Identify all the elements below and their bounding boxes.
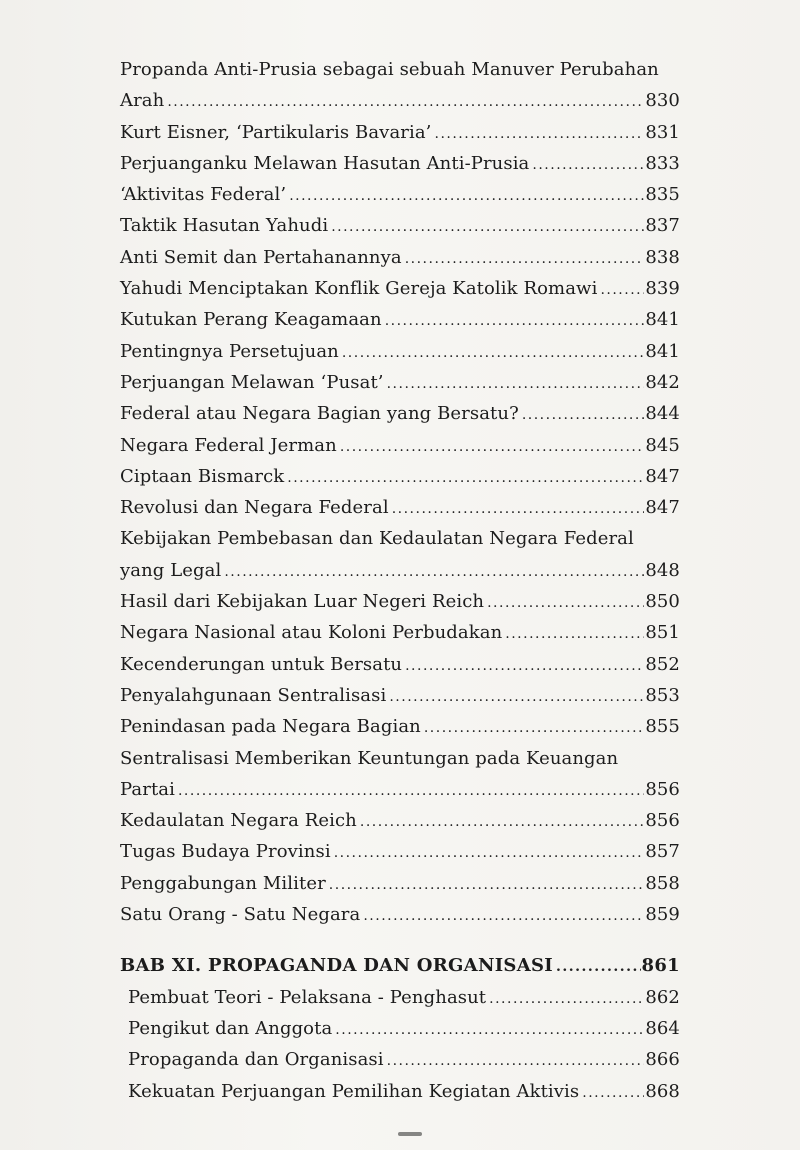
section-gap [120,930,680,950]
toc-page-number: 857 [645,841,680,863]
toc-entry-title: Pembuat Teori - Pelaksana - Penghasut [128,986,487,1008]
toc-entry [120,1044,680,1075]
toc-entry-title: Anti Semit dan Pertahanannya [120,246,402,268]
toc-page-number: 858 [645,872,680,894]
toc-entry [120,210,680,241]
leader-dots [360,807,644,838]
toc-page-number: 831 [645,121,680,143]
leader-dots [385,306,645,337]
toc-page-number: 847 [645,497,680,519]
toc-entry-title: Kedaulatan Negara Reich [120,810,357,832]
toc-entry [120,868,680,899]
toc-entry-title: Kebijakan Pembebasan dan Kedaulatan Negara Federal [120,528,634,550]
leader-dots [556,952,641,983]
toc-entry-title: Perjuanganku Melawan Hasutan Anti-Prusia [120,152,530,174]
leader-dots [392,494,645,525]
toc-entry [120,54,680,117]
toc-entry [120,304,680,335]
toc-entry-title: Sentralisasi Memberikan Keuntungan pada Keuangan [120,747,619,769]
leader-dots [435,119,645,150]
toc-page-number: 851 [645,622,680,644]
toc-entry-title: Kutukan Perang Keagamaan [120,309,382,331]
leader-dots [532,150,644,181]
toc-page-number: 835 [645,184,680,206]
toc-entry [120,680,680,711]
toc-entry-title: Kecenderungan untuk Bersatu [120,653,403,675]
toc-page-number: 848 [645,559,680,581]
table-of-contents [120,54,680,1107]
toc-page-number: 838 [645,246,680,268]
toc-page-number: 856 [645,778,680,800]
toc-entry-title: Revolusi dan Negara Federal [120,497,389,519]
leader-dots [387,369,645,400]
toc-entry [120,148,680,179]
toc-entry [120,523,680,586]
toc-entry-title: Yahudi Menciptakan Konflik Gereja Katolik Romawi [120,278,598,300]
toc-entry-title: Federal atau Negara Bagian yang Bersatu? [120,403,519,425]
leader-dots [167,87,644,118]
toc-page-number: 853 [645,684,680,706]
toc-entry [120,1013,680,1044]
toc-page-number: 842 [645,371,680,393]
toc-entry [120,836,680,867]
page-footer-mark [398,1132,422,1136]
leader-dots [600,275,644,306]
toc-page-number: 859 [645,904,680,926]
toc-entry [120,805,680,836]
toc-entry-title: Propaganda dan Organisasi [128,1049,384,1071]
toc-page-number: 866 [645,1049,680,1071]
chapter-title: BAB XI. PROPAGANDA DAN ORGANISASI [120,955,554,977]
toc-page-number: 833 [645,152,680,174]
toc-entry-title: ‘Aktivitas Federal’ [120,184,287,206]
toc-entry [120,117,680,148]
toc-page-number: 841 [645,340,680,362]
toc-page-number: 839 [645,278,680,300]
leader-dots [505,619,644,650]
toc-entry-title: Pengikut dan Anggota [128,1017,333,1039]
toc-entry [120,273,680,304]
leader-dots [405,244,645,275]
toc-entry [120,586,680,617]
toc-entry-title: Pentingnya Persetujuan [120,340,339,362]
toc-entry-title: Perjuangan Melawan ‘Pusat’ [120,371,384,393]
toc-entry [120,461,680,492]
toc-page-number: 844 [645,403,680,425]
toc-page-number: 847 [645,465,680,487]
leader-dots [335,1015,644,1046]
toc-entry [120,617,680,648]
leader-dots [405,651,644,682]
leader-dots [582,1078,644,1109]
toc-entry-title-continued: yang Legal [120,559,222,581]
leader-dots [342,338,644,369]
toc-page-number: 850 [645,591,680,613]
toc-entry-title: Taktik Hasutan Yahudi [120,215,329,237]
toc-entry-title: Negara Federal Jerman [120,434,337,456]
leader-dots [387,1046,645,1077]
leader-dots [178,776,644,807]
leader-dots [331,212,644,243]
toc-entry-title-continued: Arah [120,90,165,112]
toc-page-number: 845 [645,434,680,456]
toc-entry [120,242,680,273]
toc-entry [120,982,680,1013]
toc-page-number: 864 [645,1017,680,1039]
toc-entry-title: Penindasan pada Negara Bagian [120,716,421,738]
toc-entry-title: Kurt Eisner, ‘Partikularis Bavaria’ [120,121,432,143]
toc-entry-title: Propanda Anti-Prusia sebagai sebuah Manuver Perubahan [120,59,659,80]
toc-entry-title: Penyalahgunaan Sentralisasi [120,684,387,706]
toc-entry [120,743,680,806]
toc-entry [120,336,680,367]
toc-page-number: 862 [645,986,680,1008]
leader-dots [289,181,644,212]
leader-dots [522,400,645,431]
toc-page-number: 841 [645,309,680,331]
leader-dots [389,682,644,713]
toc-page-number: 855 [645,716,680,738]
leader-dots [424,713,644,744]
leader-dots [489,984,644,1015]
leader-dots [340,432,645,463]
toc-entry [120,179,680,210]
toc-entry [120,649,680,680]
toc-entry-title: Kekuatan Perjuangan Pemilihan Kegiatan Aktivis [128,1080,580,1102]
toc-entry [120,398,680,429]
toc-page-number: 837 [645,215,680,237]
toc-entry-title-continued: Partai [120,778,175,800]
toc-page-number: 830 [645,90,680,112]
toc-entry [120,492,680,523]
toc-entry-title: Ciptaan Bismarck [120,465,285,487]
leader-dots [487,588,644,619]
toc-entry [120,367,680,398]
leader-dots [287,463,644,494]
toc-page-number: 856 [645,810,680,832]
toc-entry [120,1076,680,1107]
toc-entry [120,711,680,742]
toc-entry [120,430,680,461]
leader-dots [334,838,645,869]
leader-dots [329,870,645,901]
toc-entry-title: Satu Orang - Satu Negara [120,904,361,926]
chapter-heading [120,950,680,981]
chapter-page-number: 861 [641,955,680,977]
toc-page-number: 852 [645,653,680,675]
leader-dots [363,901,644,932]
toc-entry-title: Tugas Budaya Provinsi [120,841,331,863]
toc-entry-title: Negara Nasional atau Koloni Perbudakan [120,622,503,644]
toc-entry-title: Hasil dari Kebijakan Luar Negeri Reich [120,591,485,613]
toc-entry [120,899,680,930]
leader-dots [224,557,644,588]
toc-page-number: 868 [645,1080,680,1102]
toc-entry-title: Penggabungan Militer [120,872,326,894]
